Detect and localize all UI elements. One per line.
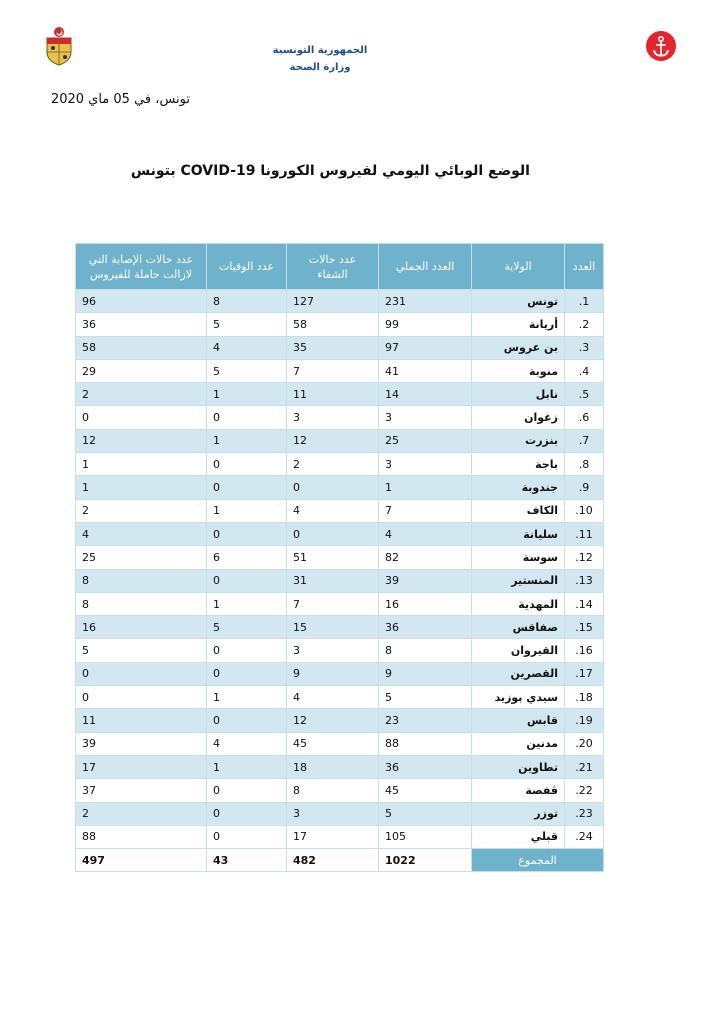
total-cases: 5 xyxy=(379,686,472,709)
recovered-cases: 51 xyxy=(287,546,379,569)
deaths: 0 xyxy=(207,569,287,592)
governorate-name: تطاوين xyxy=(472,755,565,778)
recovered-cases: 4 xyxy=(287,499,379,522)
active-cases: 29 xyxy=(76,359,207,382)
totals-row xyxy=(76,849,604,872)
governorate-name: مدنين xyxy=(472,732,565,755)
recovered-cases: 7 xyxy=(287,359,379,382)
table-row xyxy=(76,779,604,802)
governorate-name: سيدي بوزيد xyxy=(472,686,565,709)
row-number: 13. xyxy=(565,569,604,592)
recovered-cases: 0 xyxy=(287,522,379,545)
totals-recovered: 482 xyxy=(287,849,379,872)
governorate-name: باجة xyxy=(472,453,565,476)
table-row xyxy=(76,825,604,848)
row-number: 1. xyxy=(565,290,604,313)
recovered-cases: 4 xyxy=(287,686,379,709)
deaths: 0 xyxy=(207,709,287,732)
deaths: 4 xyxy=(207,336,287,359)
active-cases: 12 xyxy=(76,429,207,452)
row-number: 14. xyxy=(565,592,604,615)
deaths: 8 xyxy=(207,290,287,313)
recovered-cases: 12 xyxy=(287,709,379,732)
deaths: 0 xyxy=(207,802,287,825)
document-date: تونس، في 05 ماي 2020 xyxy=(50,92,190,107)
republic-name: الجمهورية التونسية xyxy=(272,45,368,56)
active-cases: 58 xyxy=(76,336,207,359)
total-cases: 9 xyxy=(379,662,472,685)
governorate-name: المهدية xyxy=(472,592,565,615)
governorate-name: سليانة xyxy=(472,522,565,545)
active-cases: 96 xyxy=(76,290,207,313)
deaths: 0 xyxy=(207,779,287,802)
recovered-cases: 31 xyxy=(287,569,379,592)
recovered-cases: 45 xyxy=(287,732,379,755)
row-number: 5. xyxy=(565,383,604,406)
total-cases: 82 xyxy=(379,546,472,569)
active-cases: 0 xyxy=(76,686,207,709)
deaths: 1 xyxy=(207,383,287,406)
total-cases: 41 xyxy=(379,359,472,382)
header-active-cases: عدد حالات الإصابة التي لازالت حاملة للفيروس xyxy=(76,244,207,290)
totals-active: 497 xyxy=(76,849,207,872)
total-cases: 16 xyxy=(379,592,472,615)
governorate-name: ڨفصة xyxy=(472,779,565,802)
active-cases: 1 xyxy=(76,476,207,499)
row-number: 23. xyxy=(565,802,604,825)
total-cases: 88 xyxy=(379,732,472,755)
active-cases: 11 xyxy=(76,709,207,732)
ministry-name: وزارة الصحة xyxy=(289,62,351,73)
governorate-name: تونس xyxy=(472,290,565,313)
table-row xyxy=(76,802,604,825)
deaths: 0 xyxy=(207,476,287,499)
active-cases: 1 xyxy=(76,453,207,476)
header-recovered: عدد حالات الشفاء xyxy=(287,244,379,290)
total-cases: 14 xyxy=(379,383,472,406)
deaths: 5 xyxy=(207,616,287,639)
totals-deaths: 43 xyxy=(207,849,287,872)
row-number: 20. xyxy=(565,732,604,755)
header-deaths: عدد الوفيات xyxy=(207,244,287,290)
recovered-cases: 9 xyxy=(287,662,379,685)
table-row xyxy=(76,476,604,499)
row-number: 17. xyxy=(565,662,604,685)
table-row xyxy=(76,592,604,615)
active-cases: 4 xyxy=(76,522,207,545)
recovered-cases: 3 xyxy=(287,639,379,662)
governorate-name: أريانة xyxy=(472,313,565,336)
row-number: 15. xyxy=(565,616,604,639)
page-title: الوضع الوبائي اليومي لفيروس الكورونا COVID-19 بتونس xyxy=(130,163,530,179)
recovered-cases: 58 xyxy=(287,313,379,336)
epidemic-status-table xyxy=(75,243,604,872)
table-row xyxy=(76,709,604,732)
active-cases: 0 xyxy=(76,662,207,685)
governorate-name: نابل xyxy=(472,383,565,406)
total-cases: 39 xyxy=(379,569,472,592)
table-row xyxy=(76,359,604,382)
recovered-cases: 15 xyxy=(287,616,379,639)
row-number: 22. xyxy=(565,779,604,802)
row-number: 3. xyxy=(565,336,604,359)
deaths: 0 xyxy=(207,662,287,685)
governorate-name: قابس xyxy=(472,709,565,732)
table-row xyxy=(76,453,604,476)
deaths: 0 xyxy=(207,522,287,545)
table-row xyxy=(76,732,604,755)
table-row xyxy=(76,499,604,522)
governorate-name: منوبة xyxy=(472,359,565,382)
row-number: 10. xyxy=(565,499,604,522)
recovered-cases: 7 xyxy=(287,592,379,615)
deaths: 6 xyxy=(207,546,287,569)
active-cases: 36 xyxy=(76,313,207,336)
active-cases: 0 xyxy=(76,406,207,429)
total-cases: 36 xyxy=(379,755,472,778)
total-cases: 99 xyxy=(379,313,472,336)
governorate-name: المنستير xyxy=(472,569,565,592)
deaths: 0 xyxy=(207,453,287,476)
table-row xyxy=(76,290,604,313)
table-row xyxy=(76,616,604,639)
active-cases: 8 xyxy=(76,592,207,615)
table-row xyxy=(76,336,604,359)
governorate-name: الكاف xyxy=(472,499,565,522)
row-number: 24. xyxy=(565,825,604,848)
governorate-name: القيروان xyxy=(472,639,565,662)
table-row xyxy=(76,313,604,336)
deaths: 5 xyxy=(207,359,287,382)
header-governorate: الولاية xyxy=(472,244,565,290)
row-number: 4. xyxy=(565,359,604,382)
total-cases: 45 xyxy=(379,779,472,802)
total-cases: 97 xyxy=(379,336,472,359)
row-number: 9. xyxy=(565,476,604,499)
table-row xyxy=(76,639,604,662)
deaths: 1 xyxy=(207,592,287,615)
deaths: 1 xyxy=(207,686,287,709)
active-cases: 17 xyxy=(76,755,207,778)
deaths: 1 xyxy=(207,755,287,778)
recovered-cases: 11 xyxy=(287,383,379,406)
recovered-cases: 0 xyxy=(287,476,379,499)
recovered-cases: 35 xyxy=(287,336,379,359)
table-row xyxy=(76,755,604,778)
deaths: 5 xyxy=(207,313,287,336)
deaths: 0 xyxy=(207,639,287,662)
recovered-cases: 18 xyxy=(287,755,379,778)
row-number: 6. xyxy=(565,406,604,429)
governorate-name: زغوان xyxy=(472,406,565,429)
total-cases: 231 xyxy=(379,290,472,313)
total-cases: 3 xyxy=(379,406,472,429)
total-cases: 8 xyxy=(379,639,472,662)
totals-label: المجموع xyxy=(472,849,604,872)
row-number: 12. xyxy=(565,546,604,569)
table-row xyxy=(76,429,604,452)
table-row xyxy=(76,569,604,592)
row-number: 8. xyxy=(565,453,604,476)
governorate-name: بنزرت xyxy=(472,429,565,452)
active-cases: 37 xyxy=(76,779,207,802)
active-cases: 2 xyxy=(76,383,207,406)
row-number: 21. xyxy=(565,755,604,778)
active-cases: 25 xyxy=(76,546,207,569)
active-cases: 5 xyxy=(76,639,207,662)
row-number: 7. xyxy=(565,429,604,452)
deaths: 0 xyxy=(207,406,287,429)
governorate-name: قبلي xyxy=(472,825,565,848)
governorate-name: سوسة xyxy=(472,546,565,569)
table-row xyxy=(76,546,604,569)
active-cases: 2 xyxy=(76,499,207,522)
total-cases: 23 xyxy=(379,709,472,732)
deaths: 4 xyxy=(207,732,287,755)
row-number: 18. xyxy=(565,686,604,709)
governorate-name: توزر xyxy=(472,802,565,825)
active-cases: 8 xyxy=(76,569,207,592)
recovered-cases: 17 xyxy=(287,825,379,848)
total-cases: 25 xyxy=(379,429,472,452)
total-cases: 1 xyxy=(379,476,472,499)
total-cases: 7 xyxy=(379,499,472,522)
letterhead xyxy=(250,44,390,78)
table-row xyxy=(76,662,604,685)
row-number: 19. xyxy=(565,709,604,732)
table-row xyxy=(76,406,604,429)
table-row xyxy=(76,686,604,709)
governorate-name: جندوبة xyxy=(472,476,565,499)
total-cases: 5 xyxy=(379,802,472,825)
recovered-cases: 3 xyxy=(287,406,379,429)
totals-total: 1022 xyxy=(379,849,472,872)
deaths: 0 xyxy=(207,825,287,848)
table-header-row xyxy=(76,244,604,290)
recovered-cases: 3 xyxy=(287,802,379,825)
active-cases: 2 xyxy=(76,802,207,825)
recovered-cases: 12 xyxy=(287,429,379,452)
total-cases: 3 xyxy=(379,453,472,476)
deaths: 1 xyxy=(207,429,287,452)
header-num: العدد xyxy=(565,244,604,290)
recovered-cases: 127 xyxy=(287,290,379,313)
header-total-cases: العدد الجملي xyxy=(379,244,472,290)
recovered-cases: 2 xyxy=(287,453,379,476)
governorate-name: القصرين xyxy=(472,662,565,685)
total-cases: 36 xyxy=(379,616,472,639)
deaths: 1 xyxy=(207,499,287,522)
row-number: 16. xyxy=(565,639,604,662)
governorate-name: بن عروس xyxy=(472,336,565,359)
anchor-logo-icon xyxy=(645,30,677,62)
governorate-name: صفاقس xyxy=(472,616,565,639)
active-cases: 39 xyxy=(76,732,207,755)
total-cases: 4 xyxy=(379,522,472,545)
recovered-cases: 8 xyxy=(287,779,379,802)
active-cases: 16 xyxy=(76,616,207,639)
active-cases: 88 xyxy=(76,825,207,848)
total-cases: 105 xyxy=(379,825,472,848)
row-number: 11. xyxy=(565,522,604,545)
row-number: 2. xyxy=(565,313,604,336)
tunisia-coat-of-arms-icon xyxy=(44,26,74,66)
table-row xyxy=(76,383,604,406)
table-row xyxy=(76,522,604,545)
